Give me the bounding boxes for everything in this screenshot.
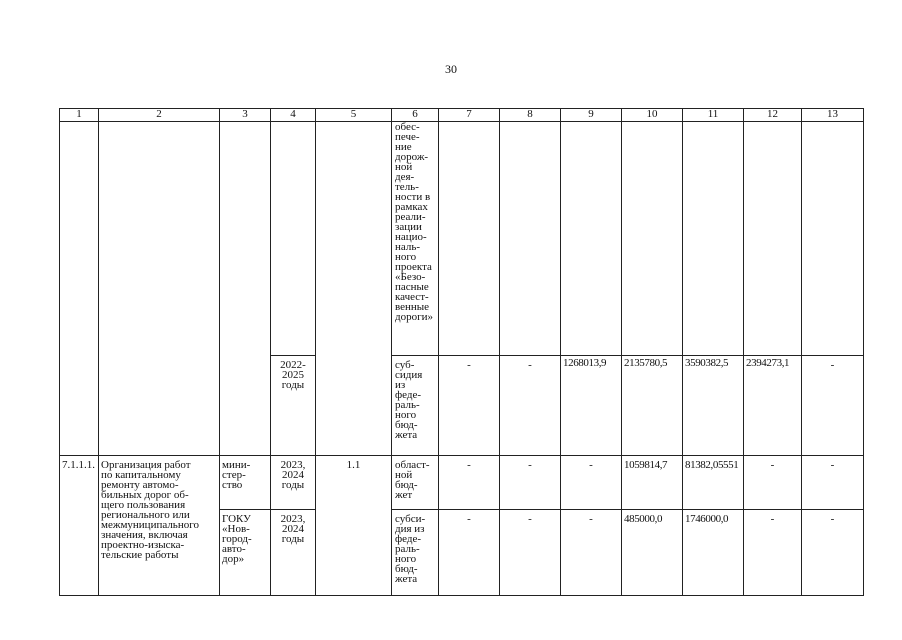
value-cell: 1268013,9 (561, 356, 622, 456)
executor-cell: ГОКУ «Нов- город- авто- дор» (220, 510, 271, 596)
table-cell (60, 122, 99, 456)
table-cell (500, 122, 561, 356)
table-cell (99, 122, 220, 456)
header-cell: 5 (316, 109, 392, 122)
table-cell (622, 122, 683, 356)
funding-source-cell: субси- дия из феде- раль- ного бюд- жета (392, 510, 439, 596)
header-cell: 13 (802, 109, 864, 122)
funding-source-cell: суб- сидия из феде- раль- ного бюд- жета (392, 356, 439, 456)
header-cell: 11 (683, 109, 744, 122)
header-cell: 4 (271, 109, 316, 122)
value-cell: - (439, 456, 500, 510)
value-cell: - (802, 456, 864, 510)
indicator-cell: 1.1 (316, 456, 392, 596)
header-cell: 2 (99, 109, 220, 122)
value-cell: 1059814,7 (622, 456, 683, 510)
executor-cell: мини- стер- ство (220, 456, 271, 510)
funding-purpose-cell: обес- пече- ние дорож- ной дея- тель- ности в рамках реали- зации нацио- наль- ного проекта «Безо- пасные качест- венные дороги» (392, 122, 439, 356)
item-number-cell: 7.1.1.1. (60, 456, 99, 596)
header-cell: 1 (60, 109, 99, 122)
table-header-row (60, 109, 864, 122)
value-cell: - (744, 456, 802, 510)
header-cell: 7 (439, 109, 500, 122)
header-cell: 12 (744, 109, 802, 122)
value-cell: 1746000,0 (683, 510, 744, 596)
table-cell (802, 122, 864, 356)
header-cell: 9 (561, 109, 622, 122)
value-cell: - (439, 356, 500, 456)
header-cell: 3 (220, 109, 271, 122)
header-cell: 6 (392, 109, 439, 122)
value-cell: 485000,0 (622, 510, 683, 596)
table-cell (439, 122, 500, 356)
period-cell: 2022- 2025 годы (271, 356, 316, 456)
value-cell: 81382,05551 (683, 456, 744, 510)
period-cell: 2023, 2024 годы (271, 510, 316, 596)
value-cell: - (802, 356, 864, 456)
page-number: 30 (445, 62, 457, 76)
table-row (60, 122, 864, 356)
value-cell: 2394273,1 (744, 356, 802, 456)
header-cell: 10 (622, 109, 683, 122)
period-cell: 2023, 2024 годы (271, 456, 316, 510)
budget-table (59, 108, 864, 596)
table-cell (220, 122, 271, 456)
value-cell: - (561, 456, 622, 510)
item-description-cell: Организация работ по капитальному ремонту автомо- бильных дорог об- щего пользования регионального или межмуниципального значения, включая проектно-изыска- тельские работы (99, 456, 220, 596)
table-cell (683, 122, 744, 356)
value-cell: - (802, 510, 864, 596)
table-cell (316, 122, 392, 456)
funding-source-cell: област- ной бюд- жет (392, 456, 439, 510)
value-cell: - (500, 456, 561, 510)
value-cell: - (561, 510, 622, 596)
value-cell: - (500, 510, 561, 596)
value-cell: - (500, 356, 561, 456)
table-cell (561, 122, 622, 356)
header-cell: 8 (500, 109, 561, 122)
table-cell (744, 122, 802, 356)
value-cell: 3590382,5 (683, 356, 744, 456)
table-row (60, 456, 864, 510)
value-cell: - (744, 510, 802, 596)
value-cell: - (439, 510, 500, 596)
value-cell: 2135780,5 (622, 356, 683, 456)
table-cell (271, 122, 316, 356)
